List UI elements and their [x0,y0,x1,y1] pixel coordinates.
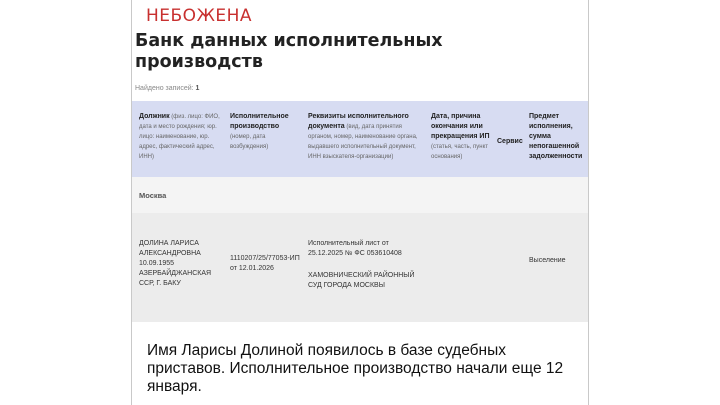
subject-cell: Выселение [529,257,566,264]
screenshot-frame [131,0,589,405]
page-title: Банк данных исполнительных производств [135,31,443,72]
column-header-service: Сервис [497,138,523,145]
brand-logo: НЕБОЖЕНА [146,6,253,26]
column-header-document: Реквизиты исполнительного документа (вид, дата принятия органом, номер, наименование органа, выдавшего исполнительный документ, ИНН взыскателя-организации) [308,113,418,160]
document-cell-line2: ХАМОВНИЧЕСКИЙ РАЙОННЫЙ СУД ГОРОДА МОСКВЫ [308,272,415,289]
debtor-cell: ДОЛИНА ЛАРИСА АЛЕКСАНДРОВНА 10.09.1955 АЗЕРБАЙДЖАНСКАЯ ССР, Г. БАКУ [139,240,212,287]
proceeding-cell: 1110207/25/77053-ИП от 12.01.2026 [230,255,300,272]
records-found-label: Найдено записей: [135,85,194,92]
records-found-count: 1 [195,85,200,92]
region-label: Москва [139,191,167,200]
results-table [132,101,589,322]
column-header-subject: Предмет исполнения, сумма непогашенной задолженности [529,113,583,160]
column-header-end-date: Дата, причина окончания или прекращения ИП (статья, часть, пункт основания) [431,113,490,160]
document-cell-line1: Исполнительный лист от 25.12.2025 № ФС 053610408 [308,240,402,257]
region-group-row [132,177,589,213]
table-row[interactable] [132,213,589,322]
column-header-proceeding: Исполнительное производство (номер, дата возбуждения) [230,113,289,150]
records-found [135,85,199,92]
news-caption: Имя Ларисы Долиной появилось в базе судебных приставов. Исполнительное производство начали еще 12 января. [147,342,564,395]
table-header [132,101,589,177]
column-header-debtor: Должник (физ. лицо: ФИО, дата и место рождения; юр. лицо: наименование, юр. адрес, фактический адрес, ИНН) [139,113,220,160]
